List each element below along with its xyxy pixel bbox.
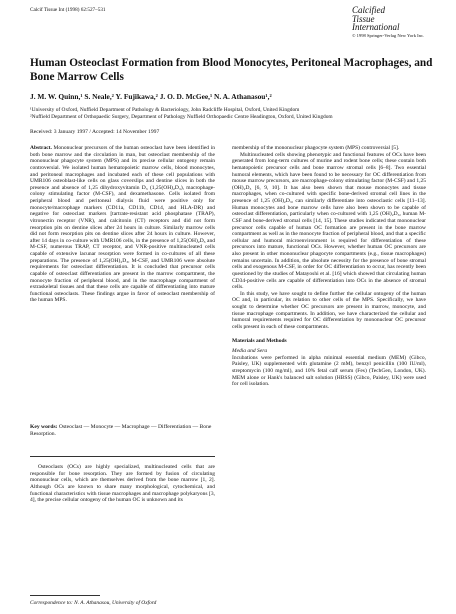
keywords bbox=[30, 424, 215, 438]
right-column bbox=[232, 145, 426, 388]
affiliation-1: ¹University of Oxford, Nuffield Department of Pathology & Bacteriology, John Radcliffe Hospital, Oxford, United Kingdom bbox=[30, 107, 300, 113]
abstract-text: Mononuclear precursors of the human osteoclast have been identified in both bone marrow and the circulation in man, but osteoclast membership of the mononuclear phagocyte system (MPS) and its precise cellular ontogeny remain controversial. We isolated human hematopoietic marrow cells, blood monocytes, and peritoneal macrophages and incubated each of these cell populations with UMR106 osteoblast-like cells on glass coverslips and dentine slices in both the presence and absence of 1,25 dihydroxyvitamin D₃ (1,25(OH)₂D₃), macrophage-colony stimulating factor (M-CSF), and dexamethasone. Cells isolated from peripheral blood and peritoneal dialysis fluid were positive only for monocyte/macrophage markers (CD11a, CD11b, CD14, and HLA-DR) and negative for osteoclast markers [tartrate-resistant acid phosphatase (TRAP), vitronectin receptor (VNR), and calcitonin (CT) receptors and did not form resorption pits on dentine slices after 24 hours in culture. Similarly marrow cells did not form resorption pits on dentine slices after 24 hours in culture. However, after 14 days in co-culture with UMR106 cells, in the presence of 1,25(OH)₂D₃ and M-CSF, numerous TRAP, CT receptor, and VNR-positive multinucleated cells capable of extensive lacunar resorption were formed in co-cultures of all these preparations. The presence of 1,25(OH)₂D₃, M-CSF, and UMR106 were absolute requirements for osteoclast differentiation. It is concluded that precursor cells capable of osteoclast differentiation are present in the marrow compartment, the monocyte fraction of peripheral blood, and in the macrophage compartment of extraskeletal tissues and that these cells are capable of differentiating into mature functional osteoclasts. These findings argue in favor of osteoclast membership of the human MPS. bbox=[30, 145, 215, 304]
divider-rule bbox=[30, 456, 215, 457]
introduction bbox=[30, 464, 215, 504]
body-paragraph: Incubations were performed in alpha minimal essential medium (MEM) (Gibco, Paisley, UK) supplemented with glutamine (2 mM), benzyl penicillin (100 IU/ml), streptomycin (100 mg/ml), and 10% fetal calf serum (Fes) (TechGen, London, UK). MEM alone or Hank's balanced salt solution (HBSS) (Gibco, Paisley, UK) were used for cell isolation. bbox=[232, 354, 426, 388]
subsection-heading: Media and Sera bbox=[232, 348, 268, 355]
journal-logo bbox=[352, 6, 438, 38]
author-list: J. M. W. Quinn,¹ S. Neale,² Y. Fujikawa,² J. O. D. McGee,¹ N. A. Athanasou¹,² bbox=[30, 92, 272, 101]
body-paragraph: membership of the mononuclear phagocyte system (MPS) controversial [5]. bbox=[232, 145, 400, 151]
article-title: Human Osteoclast Formation from Blood Monocytes, Peritoneal Macrophages, and Bone Marrow Cells bbox=[30, 57, 433, 83]
body-paragraph: In this study, we have sought to define further the cellular ontogeny of the human OC and, in particular, its relation to other cells of the MPS. Specifically, we have sought to determine whether OC precursors are present in marrow, monocyte, and tissue macrophage compartments. In addition, we have characterized the cellular and humoral requirements required for OC differentiation by mononuclear OC precursor cells present in each of these compartments. bbox=[232, 290, 426, 330]
affiliation-2: ²Nuffield Department of Orthopaedic Surgery, Department of Pathology Nuffield Orthopaedic Centre Headington, Oxford, United Kingdom bbox=[30, 114, 333, 121]
logo-line-2: Tissue bbox=[352, 13, 375, 24]
body-paragraph: Multinucleated cells showing phenotypic and functional features of OCs have been generated from long-term cultures of murine and rodent bone cells; these contain both hematopoietic precursor cells and bone marrow stromal cells [6–8]. Two essential humoral elements, which have been found to be necessary for OC differentiation from mouse marrow precursors, are macrophage-colony stimulating factor (M-CSF) and 1,25 (OH)₂D₃ [6, 9, 10]. It has also been shown that mouse monocytes and tissue macrophages, when co-cultured with specific bone-derived stromal cell lines in the presence of 1,25 (OH)₂D₃, can similarly differentiate into osteoclastic cells [11–13]. Human monocytes and bone marrow cells have also been shown to be capable of osteoclast differentiation, particularly when co-cultured with 1,25 (OH)₂D₃, human M-CSF and bone-derived stromal cells [14, 15]. These studies indicated that mononuclear precursor cells capable of human OC formation are present in the bone marrow compartment as well as in the monocyte fraction of peripheral blood, and that a specific cellular and humoral microenvironment is required for differentiation of these precursors into mature, functional OCs. However, whether human OC precursors are also present in other mononuclear phagocyte compartments (e.g., tissue macrophages) remains uncertain. In addition, the absolute necessity for the presence of bone stromal cells and exogenous M-CSF, in order for OC differentiation to occur, has recently been questioned by the studies of Matayoshi et al. [16] which showed that circulating human CD34-positive cells are capable of differentiation into OCs in the absence of stromal cells. bbox=[232, 151, 426, 291]
keywords-label: Key words: bbox=[30, 424, 58, 430]
abstract-label: Abstract. bbox=[30, 145, 52, 151]
affiliations bbox=[30, 107, 440, 121]
logo-line-3: International bbox=[352, 22, 400, 32]
logo-line-1: Calcified bbox=[352, 5, 385, 15]
journal-header: Calcif Tissue Int (1998) 62:527–531 bbox=[30, 7, 106, 13]
publisher-line: © 1998 Springer-Verlag New York Inc. bbox=[352, 32, 425, 38]
footnote-rule bbox=[30, 595, 100, 596]
keywords-text: Osteoclast — Monocyte — Macrophage — Differentiation — Bone Resorption. bbox=[30, 424, 212, 437]
abstract bbox=[30, 145, 215, 304]
intro-paragraph: Osteoclasts (OCs) are highly specialized, multinucleated cells that are responsible for bone resorption. They are formed by fusion of circulating mononuclear cells, which are themselves derived from the bone marrow [1, 2]. Although OCs are known to share many morphological, cytochemical, and functional characteristics with tissue macrophages and macrophage polykaryons [3, 4], the precise cellular ontogeny of the human OC is unknown and its bbox=[30, 464, 215, 504]
correspondence-note: Correspondence to: N. A. Athanasou, University of Oxford bbox=[30, 600, 157, 606]
received-dates: Received: 3 January 1997 / Accepted: 14 November 1997 bbox=[30, 129, 160, 135]
section-heading: Materials and Methods bbox=[232, 337, 287, 344]
